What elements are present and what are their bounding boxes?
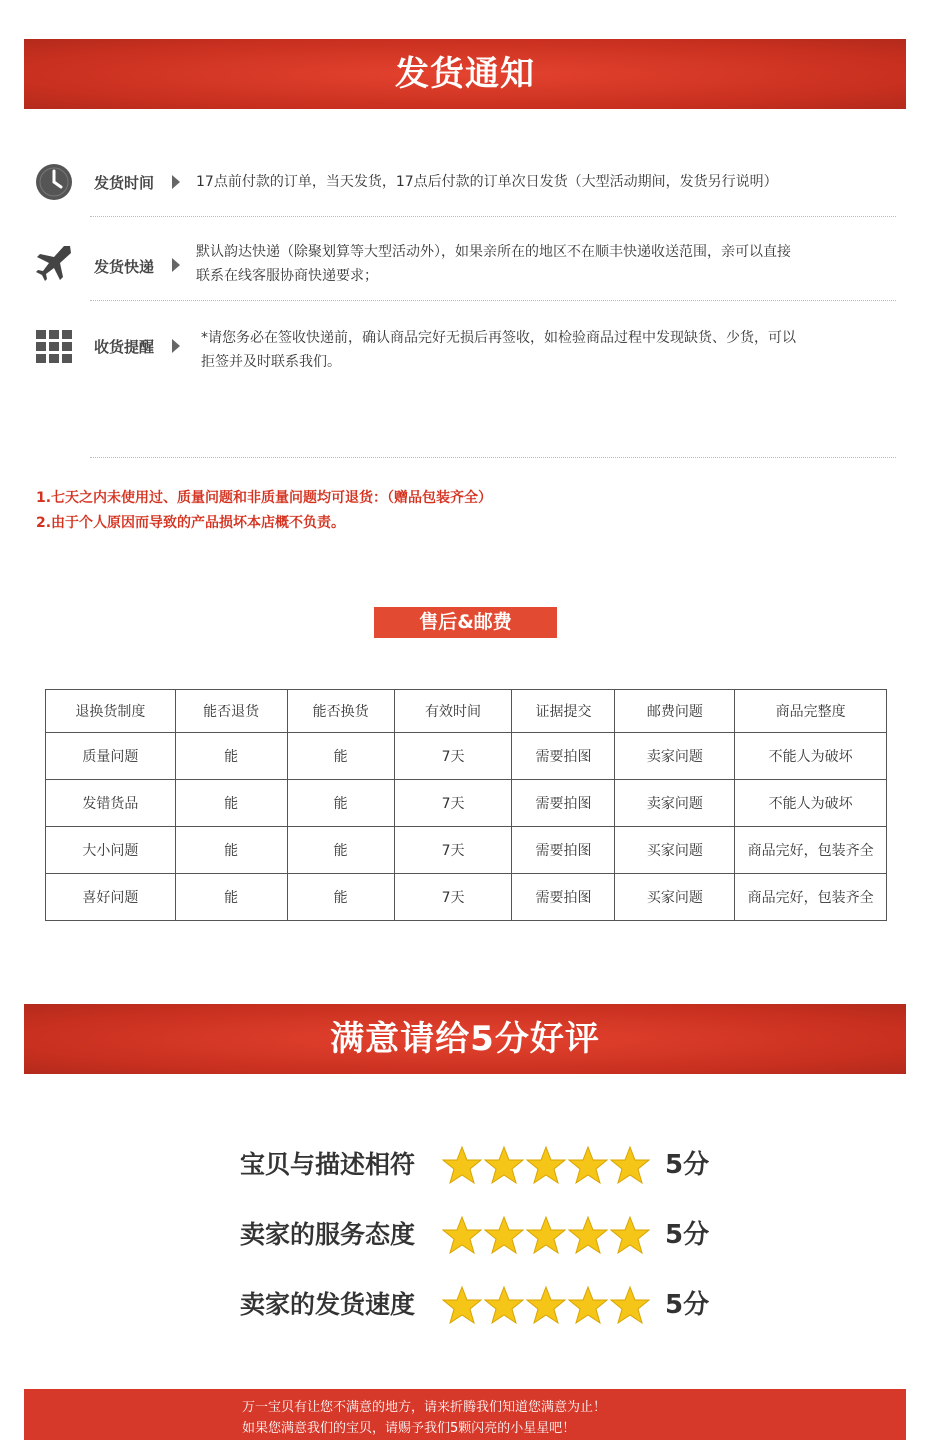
table-header-cell: 邮费问题	[615, 690, 735, 733]
review-banner	[24, 1004, 906, 1074]
table-header-row	[46, 690, 887, 733]
table-cell: 能	[287, 874, 394, 921]
arrow-right-icon	[172, 258, 180, 272]
arrow-right-icon	[172, 175, 180, 189]
table-cell: 7天	[394, 874, 512, 921]
shipping-row-time	[34, 162, 896, 202]
table-cell: 喜好问题	[46, 874, 176, 921]
star-icon	[484, 1215, 524, 1255]
star-icon	[568, 1215, 608, 1255]
divider	[90, 300, 896, 301]
table-cell: 需要拍图	[512, 874, 615, 921]
grid-icon	[34, 328, 74, 368]
divider	[90, 457, 896, 458]
table-header-cell: 商品完整度	[735, 690, 887, 733]
return-note-2: 2.由于个人原因而导致的产品损坏本店概不负责。	[36, 515, 346, 531]
table-cell: 不能人为破坏	[735, 733, 887, 780]
rating-score: 5分	[665, 1220, 710, 1250]
shipping-row-text: 17点前付款的订单，当天发货，17点后付款的订单次日发货（大型活动期间，发货另行说明）	[196, 174, 778, 190]
footer-line-2: 如果您满意我们的宝贝，请赐予我们5颗闪亮的小星星吧！	[242, 1421, 576, 1436]
table-cell: 需要拍图	[512, 827, 615, 874]
star-icon	[568, 1285, 608, 1325]
return-note-1: 1.七天之内未使用过、质量问题和非质量问题均可退货：（赠品包装齐全）	[36, 490, 493, 506]
shipping-row-label: 发货快递	[94, 258, 155, 276]
table-row	[46, 733, 887, 780]
divider	[90, 216, 896, 217]
shipping-row-receipt	[34, 326, 896, 378]
table-cell: 能	[287, 733, 394, 780]
rating-label: 宝贝与描述相符	[240, 1150, 416, 1179]
rating-score: 5分	[665, 1150, 710, 1180]
table-cell: 能	[287, 780, 394, 827]
star-icon	[484, 1145, 524, 1185]
table-row	[46, 874, 887, 921]
star-icon	[568, 1145, 608, 1185]
table-row	[46, 827, 887, 874]
table-cell: 商品完好，包装齐全	[735, 874, 887, 921]
shipping-row-text-line1: *请您务必在签收快递前，确认商品完好无损后再签收，如检验商品过程中发现缺货、少货，可以	[201, 330, 796, 346]
table-cell: 需要拍图	[512, 733, 615, 780]
table-cell: 能	[175, 874, 287, 921]
table-cell: 卖家问题	[615, 780, 735, 827]
table-cell: 7天	[394, 733, 512, 780]
star-icon	[442, 1145, 482, 1185]
table-cell: 发错货品	[46, 780, 176, 827]
table-cell: 不能人为破坏	[735, 780, 887, 827]
rating-score: 5分	[665, 1290, 710, 1320]
shipping-title: 发货通知	[395, 54, 535, 94]
table-cell: 质量问题	[46, 733, 176, 780]
after-sales-title: 售后&邮费	[374, 607, 557, 638]
clock-icon	[34, 162, 74, 202]
rating-row-delivery	[240, 1283, 720, 1327]
table-row	[46, 780, 887, 827]
star-icon	[442, 1285, 482, 1325]
star-icon	[526, 1285, 566, 1325]
table-cell: 买家问题	[615, 874, 735, 921]
return-policy-table	[45, 689, 887, 921]
shipping-row-label: 发货时间	[94, 174, 155, 192]
table-cell: 能	[175, 780, 287, 827]
table-cell: 买家问题	[615, 827, 735, 874]
star-icon	[610, 1285, 650, 1325]
table-cell: 大小问题	[46, 827, 176, 874]
rating-row-description	[240, 1143, 720, 1187]
table-cell: 商品完好，包装齐全	[735, 827, 887, 874]
table-cell: 能	[175, 733, 287, 780]
table-cell: 能	[175, 827, 287, 874]
airplane-icon	[34, 242, 74, 282]
star-icon	[610, 1215, 650, 1255]
shipping-row-text-line2: 联系在线客服协商快递要求；	[196, 268, 378, 284]
rating-label: 卖家的服务态度	[240, 1220, 416, 1249]
star-icon	[610, 1145, 650, 1185]
shipping-row-text-line2: 拒签并及时联系我们。	[201, 354, 341, 370]
arrow-right-icon	[172, 339, 180, 353]
table-cell: 7天	[394, 780, 512, 827]
table-cell: 能	[287, 827, 394, 874]
table-header-cell: 退换货制度	[46, 690, 176, 733]
rating-row-service	[240, 1213, 720, 1257]
footer-line-1: 万一宝贝有让您不满意的地方，请来折腾我们知道您满意为止！	[242, 1400, 607, 1415]
table-header-cell: 能否退货	[175, 690, 287, 733]
star-icon	[484, 1285, 524, 1325]
shipping-row-courier	[34, 240, 896, 292]
star-icon	[526, 1215, 566, 1255]
star-icon	[526, 1145, 566, 1185]
table-header-cell: 有效时间	[394, 690, 512, 733]
review-title: 满意请给5分好评	[330, 1019, 600, 1059]
table-cell: 7天	[394, 827, 512, 874]
star-icon	[442, 1215, 482, 1255]
table-header-cell: 证据提交	[512, 690, 615, 733]
table-header-cell: 能否换货	[287, 690, 394, 733]
footer-banner	[24, 1389, 906, 1440]
shipping-row-label: 收货提醒	[94, 338, 155, 356]
table-cell: 需要拍图	[512, 780, 615, 827]
shipping-row-text-line1: 默认韵达快递（除聚划算等大型活动外），如果亲所在的地区不在顺丰快递收送范围，亲可以直接	[196, 244, 791, 260]
shipping-banner	[24, 39, 906, 109]
table-cell: 卖家问题	[615, 733, 735, 780]
rating-label: 卖家的发货速度	[240, 1290, 416, 1319]
